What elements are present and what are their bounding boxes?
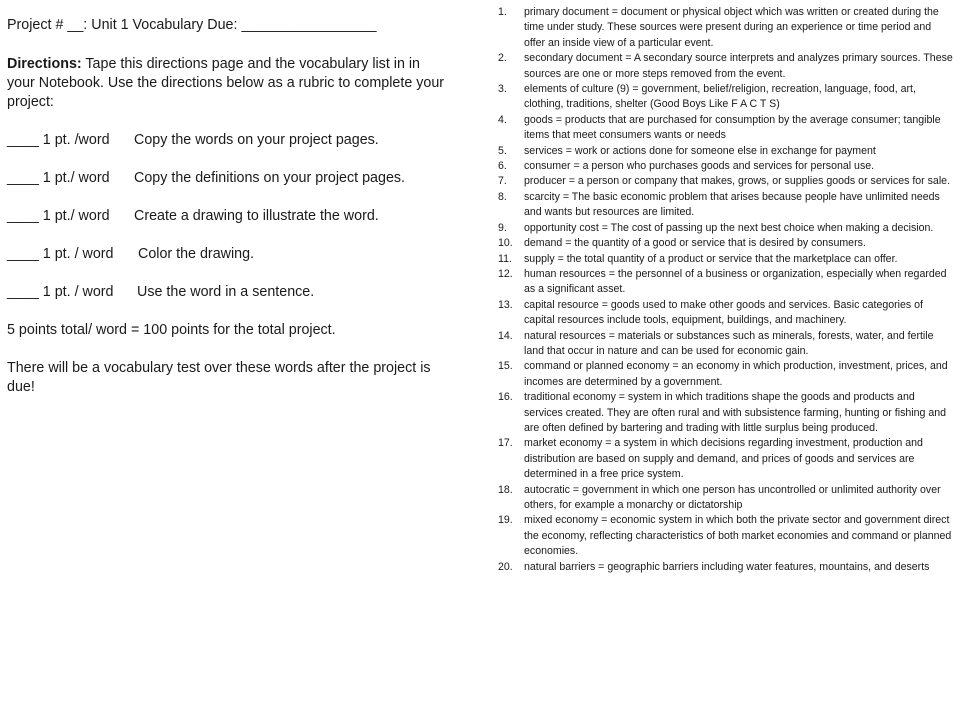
directions-label: Directions: xyxy=(7,56,82,72)
item-text: services = work or actions done for someone else in exchange for payment xyxy=(524,144,876,157)
list-item xyxy=(498,359,954,390)
item-number: 5. xyxy=(498,144,507,157)
rubric-item-color xyxy=(7,245,447,264)
item-number: 3. xyxy=(498,83,507,96)
item-text: opportunity cost = The cost of passing up the next best choice when making a decision. xyxy=(524,221,934,234)
rubric-points: ____ 1 pt. / word xyxy=(7,246,114,262)
item-text: autocratic = government in which one person has uncontrolled or unlimited authority over others, for example a monarchy or dictatorship xyxy=(524,483,941,511)
item-text: command or planned economy = an economy in which production, investment, prices, and incomes are determined by a government. xyxy=(524,360,948,388)
item-number: 15. xyxy=(498,360,513,373)
rubric-description: Use the word in a sentence. xyxy=(137,284,315,300)
item-text: capital resource = goods used to make other goods and services. Basic categories of capital resources include tools, equipment, buildings, and machinery. xyxy=(524,298,923,327)
list-item xyxy=(498,221,954,236)
item-text: producer = a person or company that makes, grows, or supplies goods or services for sale. xyxy=(524,175,951,188)
item-text: human resources = the personnel of a business or organization, especially when regarded as a significant asset. xyxy=(524,267,947,296)
item-text: secondary document = A secondary source interprets and analyzes primary sources. These sources are one or more steps removed from the event. xyxy=(524,52,953,80)
item-number: 19. xyxy=(498,514,513,527)
item-number: 18. xyxy=(498,483,513,496)
item-number: 10. xyxy=(498,237,513,250)
rubric-description: Copy the words on your project pages. xyxy=(134,132,379,148)
list-item xyxy=(498,190,954,221)
item-number: 9. xyxy=(498,221,507,234)
rubric-description: Color the drawing. xyxy=(138,246,255,262)
rubric-points: ____ 1 pt./ word xyxy=(7,208,110,224)
item-text: mixed economy = economic system in which both the private sector and government direct the economy, reflecting characteristics of both market economies and command or planned economies. xyxy=(524,514,952,558)
total-points-note: 5 points total/ word = 100 points for the total project. xyxy=(7,322,336,338)
item-text: goods = products that are purchased for consumption by the average consumer; tangible items that meet consumers wants or needs xyxy=(524,113,941,142)
list-item xyxy=(498,390,954,436)
directions-panel xyxy=(7,16,447,416)
rubric-description: Create a drawing to illustrate the word. xyxy=(134,208,379,224)
directions-text: Tape this directions page and the vocabulary list in in your Notebook. Use the directions below as a rubric to complete your project: xyxy=(7,56,445,110)
item-text: natural barriers = geographic barriers including water features, mountains, and deserts xyxy=(524,560,930,573)
list-item xyxy=(498,513,954,559)
item-number: 16. xyxy=(498,391,513,404)
item-number: 1. xyxy=(498,6,507,18)
list-item xyxy=(498,113,954,144)
item-text: supply = the total quantity of a product or service that the marketplace can offer. xyxy=(524,252,898,265)
list-item xyxy=(498,329,954,360)
item-number: 14. xyxy=(498,329,513,342)
rubric-points: ____ 1 pt. / word xyxy=(7,284,114,300)
item-number: 4. xyxy=(498,113,507,126)
page-title: Project # __: Unit 1 Vocabulary Due: _________________ xyxy=(7,17,377,33)
item-number: 6. xyxy=(498,160,507,173)
item-text: primary document = document or physical object which was written or created during the time under study. These sources were present during an experience or time period and offer an inside view of a particular event. xyxy=(524,6,939,49)
list-item xyxy=(498,174,954,189)
rubric-item-sentence xyxy=(7,283,447,302)
list-item xyxy=(498,298,954,329)
item-text: elements of culture (9) = government, belief/religion, recreation, language, food, art, clothing, traditions, shelter (Good Boys Like F A C T S) xyxy=(524,83,916,111)
vocabulary-list xyxy=(498,5,954,575)
list-item xyxy=(498,159,954,174)
item-text: traditional economy = system in which traditions shape the goods and products and services created. They are often rural and with subsistence farming, hunting or fishing and are often defined by bartering and trading with little surplus being produced. xyxy=(524,391,947,434)
list-item xyxy=(498,236,954,251)
item-number: 12. xyxy=(498,267,513,280)
item-number: 8. xyxy=(498,190,507,203)
rubric-item-drawing xyxy=(7,207,447,226)
list-item xyxy=(498,51,954,82)
item-number: 13. xyxy=(498,298,513,311)
rubric-description: Copy the definitions on your project pages. xyxy=(134,170,406,186)
item-number: 17. xyxy=(498,437,513,450)
item-text: scarcity = The basic economic problem that arises because people have unlimited needs and wants but resources are limited. xyxy=(524,190,940,219)
item-text: demand = the quantity of a good or service that is desired by consumers. xyxy=(524,237,866,250)
item-number: 7. xyxy=(498,175,507,188)
test-note: There will be a vocabulary test over these words after the project is due! xyxy=(7,360,431,395)
item-number: 20. xyxy=(498,560,513,573)
rubric-item-copy-definitions xyxy=(7,169,447,188)
item-text: consumer = a person who purchases goods and services for personal use. xyxy=(524,160,875,173)
list-item xyxy=(498,144,954,159)
directions-paragraph xyxy=(7,55,447,112)
vocabulary-list-panel xyxy=(498,5,954,575)
list-item xyxy=(498,5,954,51)
item-text: natural resources = materials or substances such as minerals, forests, water, and fertile land that occur in nature and can be used for economic gain. xyxy=(524,329,934,357)
rubric-points: ____ 1 pt./ word xyxy=(7,170,110,186)
list-item xyxy=(498,560,954,575)
rubric-item-copy-words xyxy=(7,131,447,150)
rubric-points: ____ 1 pt. /word xyxy=(7,132,110,148)
list-item xyxy=(498,252,954,267)
list-item xyxy=(498,267,954,298)
list-item xyxy=(498,483,954,514)
item-number: 2. xyxy=(498,52,507,65)
item-number: 11. xyxy=(498,252,512,265)
item-text: market economy = a system in which decisions regarding investment, production and distribution are based on supply and demand, and prices of goods and services are determined in a free price system. xyxy=(524,437,923,481)
list-item xyxy=(498,82,954,113)
list-item xyxy=(498,436,954,482)
